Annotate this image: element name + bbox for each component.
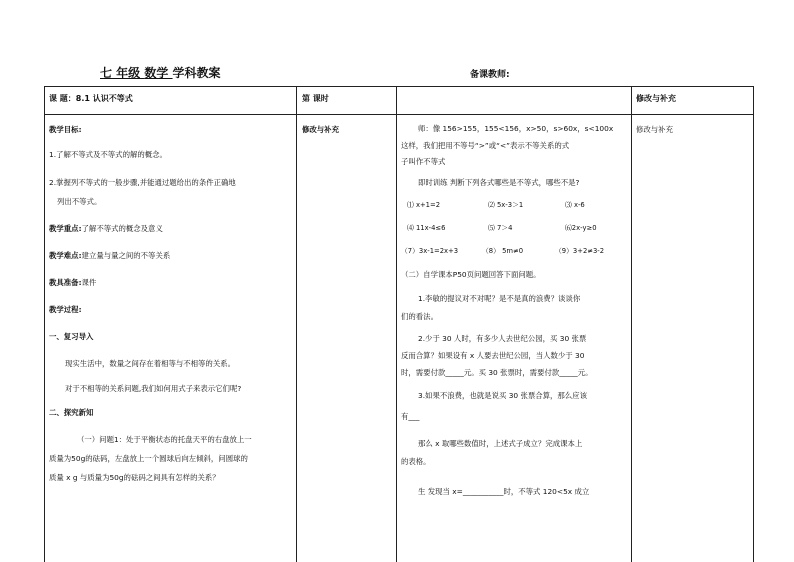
question-d-line-2: 的表格。 xyxy=(401,457,431,466)
exercise-1: ⑴ x+1=2 xyxy=(407,201,441,209)
finding-line: 生 发现当 x=___________时，不等式 120<5x 成立 xyxy=(418,487,590,496)
exercise-8: （8） 5m≠0 xyxy=(482,247,524,255)
table-border-right xyxy=(753,86,754,562)
goal-1: 1.了解不等式及不等式的解的概念。 xyxy=(49,150,167,159)
question-c-line-2: 有___ xyxy=(401,412,420,421)
exercise-6: ⑹2x-y≥0 xyxy=(565,224,597,232)
question-1-line-3: 质量 x g 与质量为50g的砝码之间具有怎样的关系？ xyxy=(49,473,220,482)
key-text: 了解不等式的概念及意义 xyxy=(81,224,163,233)
subject-field: 数学 xyxy=(144,66,173,80)
key-label: 教学重点: xyxy=(49,224,82,233)
title-suffix: 学科教案 xyxy=(172,66,221,80)
question-c-line-1: 3.如果不浪费，也就是说买 30 张票合算，那么应该 xyxy=(418,391,587,400)
teacher-line-1: 师：像 156>155，155<156，x>50，s>60x，s<100x xyxy=(418,124,614,133)
question-b-line-2: 反而合算？如果设有 x 人要去世纪公园，当人数少于 30 xyxy=(401,351,585,360)
goals-title: 教学目标: xyxy=(49,125,82,134)
review-paragraph-2: 对于不相等的关系问题,我们如何用式子来表示它们呢? xyxy=(65,384,242,393)
teacher-line-3: 子叫作不等式 xyxy=(401,157,446,166)
difficulty-label: 教学难点: xyxy=(49,251,82,260)
exercise-7: （7）3x-1=2x+3 xyxy=(401,247,459,255)
table-col-divider-1 xyxy=(296,86,297,562)
exercise-5: ⑸ 7＞4 xyxy=(488,224,513,232)
tools-text: 课件 xyxy=(81,278,97,287)
grade-field: 七 年级 xyxy=(100,66,145,80)
page-title xyxy=(100,64,221,81)
teacher-label: 备课教师: xyxy=(470,70,510,80)
question-b-line-1: 2.少于 30 人时，有多少人去世纪公园，买 30 张票 xyxy=(418,334,587,343)
revise-mid-label: 修改与补充 xyxy=(302,125,339,134)
exercise-2: ⑵ 5x-3＞1 xyxy=(488,201,524,209)
tools-label: 教具准备: xyxy=(49,278,82,287)
exercise-9: （9）3+2≠3-2 xyxy=(555,247,605,255)
review-paragraph-1: 现实生活中，数量之间存在着相等与不相等的关系。 xyxy=(65,359,235,368)
table-border-top xyxy=(44,86,754,87)
period-cell: 第 课时 xyxy=(302,94,329,103)
practice-prompt: 即时训练 判断下列各式哪些是不等式，哪些不是? xyxy=(418,178,580,187)
section-review: 一、复习导入 xyxy=(49,332,94,341)
section-explore: 二、探究新知 xyxy=(49,408,94,417)
question-b-line-3: 时，需要付款_____元。买 30 张票时，需要付款_____元。 xyxy=(401,368,593,377)
question-1-line-1: （一）问题1：处于平衡状态的托盘天平的右盘放上一 xyxy=(77,435,252,444)
process-title: 教学过程: xyxy=(49,305,82,314)
table-col-divider-2 xyxy=(396,86,397,562)
difficulty-text: 建立量与量之间的不等关系 xyxy=(81,251,171,260)
topic-cell: 课 题：8.1 认识不等式 xyxy=(49,94,133,103)
question-d-line-1: 那么 x 取哪些数值时，上述式子成立？完成课本上 xyxy=(418,439,583,448)
question-a-line-2: 们的看法。 xyxy=(401,312,438,321)
goal-2-line-2: 列出不等式。 xyxy=(57,197,102,206)
table-header-divider xyxy=(44,114,754,115)
teacher-line-2: 这样，我们把用不等号“>”或“<”表示不等关系的式 xyxy=(401,141,570,150)
question-a-line-1: 1.李敏的提议对不对呢？是不是真的浪费？谈谈你 xyxy=(418,294,581,303)
revise-far-right-label: 修改与补充 xyxy=(636,125,673,134)
goal-2-line-1: 2.掌握列不等式的一般步骤,并能通过题给出的条件正确地 xyxy=(49,178,236,187)
revise-header-cell: 修改与补充 xyxy=(636,94,676,103)
question-1-line-2: 质量为50g的砝码，左盘放上一个圆球后向左倾斜，问圆球的 xyxy=(49,454,248,463)
table-border-left xyxy=(44,86,45,562)
exercise-3: ⑶ x-6 xyxy=(565,201,585,209)
exercise-4: ⑷ 11x-4≤6 xyxy=(407,224,446,232)
self-study-prompt: （二）自学课本P50页问题回答下面问题。 xyxy=(401,270,541,279)
table-col-divider-3 xyxy=(631,86,632,562)
